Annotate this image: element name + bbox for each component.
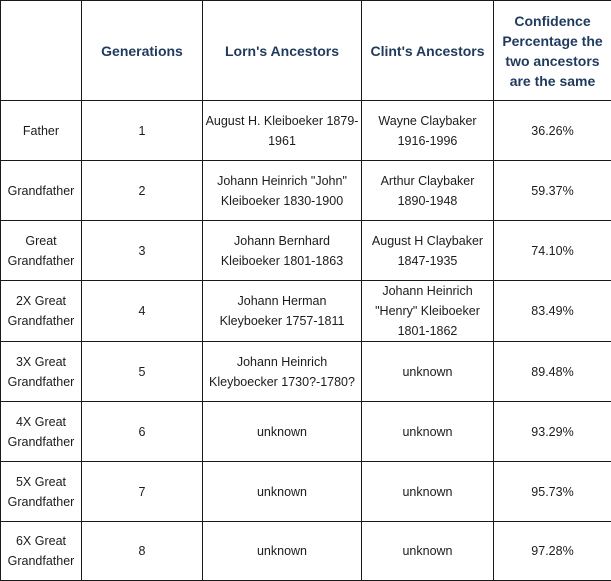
- lorn-ancestor-cell: Johann Heinrich Kleyboecker 1730?-1780?: [203, 342, 362, 402]
- clint-ancestor-cell: unknown: [362, 522, 494, 581]
- generation-cell: 1: [82, 101, 203, 161]
- header-lorns-ancestors: Lorn's Ancestors: [203, 1, 362, 101]
- table-row: [1, 342, 611, 402]
- confidence-cell: 95.73%: [494, 462, 611, 522]
- clint-ancestor-cell: August H Claybaker 1847-1935: [362, 221, 494, 281]
- clint-ancestor-cell: Wayne Claybaker 1916-1996: [362, 101, 494, 161]
- confidence-cell: 97.28%: [494, 522, 611, 581]
- confidence-cell: 83.49%: [494, 281, 611, 342]
- confidence-cell: 89.48%: [494, 342, 611, 402]
- lorn-ancestor-cell: Johann Herman Kleyboeker 1757-1811: [203, 281, 362, 342]
- header-generations: Generations: [82, 1, 203, 101]
- header-clints-ancestors: Clint's Ancestors: [362, 1, 494, 101]
- clint-ancestor-cell: unknown: [362, 402, 494, 462]
- table-row: [1, 462, 611, 522]
- relation-cell: 3X Great Grandfather: [1, 342, 82, 402]
- table-row: [1, 402, 611, 462]
- lorn-ancestor-cell: August H. Kleiboeker 1879-1961: [203, 101, 362, 161]
- relation-cell: 2X Great Grandfather: [1, 281, 82, 342]
- generation-cell: 6: [82, 402, 203, 462]
- relation-cell: Great Grandfather: [1, 221, 82, 281]
- header-confidence: Confidence Percentage the two ancestors are the same: [494, 1, 611, 101]
- lorn-ancestor-cell: Johann Heinrich "John" Kleiboeker 1830-1900: [203, 161, 362, 221]
- confidence-cell: 74.10%: [494, 221, 611, 281]
- clint-ancestor-cell: unknown: [362, 342, 494, 402]
- lorn-ancestor-cell: unknown: [203, 462, 362, 522]
- table-row: [1, 221, 611, 281]
- confidence-cell: 36.26%: [494, 101, 611, 161]
- generation-cell: 5: [82, 342, 203, 402]
- generation-cell: 7: [82, 462, 203, 522]
- header-row: [1, 1, 611, 101]
- generation-cell: 8: [82, 522, 203, 581]
- generation-cell: 4: [82, 281, 203, 342]
- table-row: [1, 161, 611, 221]
- generation-cell: 2: [82, 161, 203, 221]
- clint-ancestor-cell: unknown: [362, 462, 494, 522]
- relation-cell: 4X Great Grandfather: [1, 402, 82, 462]
- generation-cell: 3: [82, 221, 203, 281]
- relation-cell: 5X Great Grandfather: [1, 462, 82, 522]
- table-row: [1, 522, 611, 581]
- relation-cell: 6X Great Grandfather: [1, 522, 82, 581]
- relation-cell: Father: [1, 101, 82, 161]
- clint-ancestor-cell: Johann Heinrich "Henry" Kleiboeker 1801-1862: [362, 281, 494, 342]
- lorn-ancestor-cell: Johann Bernhard Kleiboeker 1801-1863: [203, 221, 362, 281]
- lorn-ancestor-cell: unknown: [203, 402, 362, 462]
- table-row: [1, 101, 611, 161]
- header-relation: [1, 1, 82, 101]
- confidence-cell: 59.37%: [494, 161, 611, 221]
- relation-cell: Grandfather: [1, 161, 82, 221]
- table-row: [1, 281, 611, 342]
- clint-ancestor-cell: Arthur Claybaker 1890-1948: [362, 161, 494, 221]
- confidence-cell: 93.29%: [494, 402, 611, 462]
- lorn-ancestor-cell: unknown: [203, 522, 362, 581]
